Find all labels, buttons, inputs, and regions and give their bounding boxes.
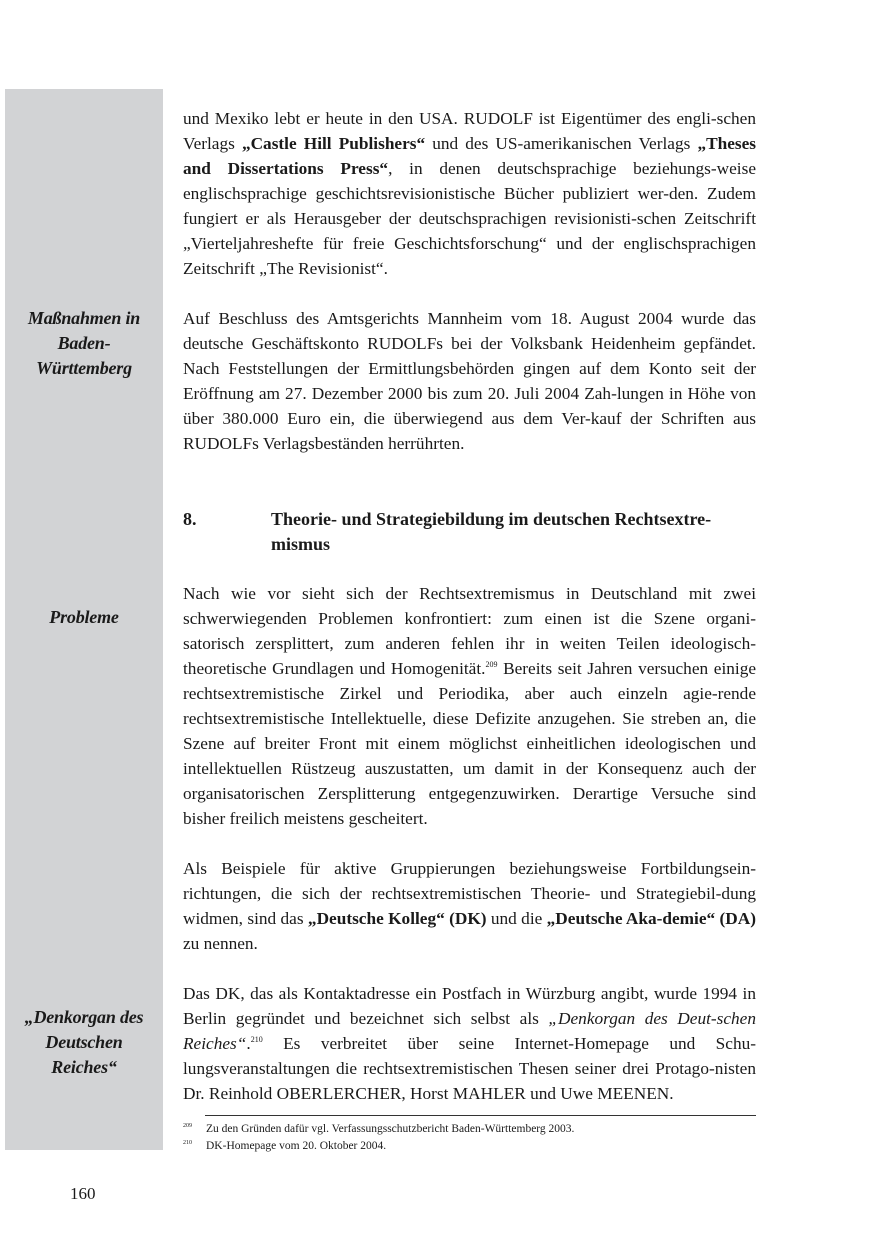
text-span: Als Beispiele für aktive Gruppierungen beziehungsweise Fortbildungsein-richtungen, die sich der rechtsextremistischen Theorie- und Strategiebil-dung widmen, sind das <box>183 859 756 928</box>
margin-note-line: Probleme <box>49 607 119 627</box>
margin-note-probleme <box>5 605 163 630</box>
footnote-text: Zu den Gründen dafür vgl. Verfassungsschutzbericht Baden-Württemberg 2003. <box>206 1123 575 1135</box>
margin-note-massnahmen <box>5 306 163 381</box>
org-name-deutsches-kolleg: „Deutsche Kolleg“ (DK) <box>307 909 487 928</box>
paragraph-dk <box>183 981 756 1106</box>
org-name-deutsche-akademie: „Deutsche Aka-demie“ (DA) <box>546 909 756 928</box>
footnote-reference[interactable]: 210 <box>250 1035 263 1044</box>
publisher-name-theses: „Theses and Dissertations Press“ <box>183 134 757 178</box>
paragraph-rudolf-publishers <box>183 106 756 281</box>
margin-note-line: „Denkorgan des <box>24 1007 144 1027</box>
paragraph-massnahmen: Auf Beschluss des Amtsgerichts Mannheim vom 18. August 2004 wurde das deutsche Geschäftskonto RUDOLFs bei der Volksbank Heidenheim gepfändet. Nach Feststellungen der Ermittlungsbehörden gingen auf dem Konto seit der Eröffnung am 27. Dezember 2000 bis zum 20. Juli 2004 Zah-lungen in Höhe von über 380.000 Euro ein, die überwiegend aus dem Ver-kauf der Schriften aus RUDOLFs Verlagsbeständen herrührten. <box>183 309 756 453</box>
text-span: . <box>246 1034 251 1053</box>
footnote-text: DK-Homepage vom 20. Oktober 2004. <box>206 1140 387 1152</box>
text-span: und Mexiko lebt er heute in den USA. RUDOLF ist Eigentümer des engli-schen Verlags <box>183 109 756 153</box>
margin-note-denkorgan <box>5 1005 163 1080</box>
section-title: Theorie- und Strategiebildung im deutschen Rechtsextre-mismus <box>271 509 712 554</box>
text-span: und des US-amerikanischen Verlags <box>425 134 698 153</box>
text-span: Das DK, das als Kontaktadresse ein Postfach in Würzburg angibt, wurde 1994 in Berlin gegründet und bezeichnet sich selbst als <box>183 984 756 1028</box>
text-span: Nach wie vor sieht sich der Rechtsextremismus in Deutschland mit zwei schwerwiegenden Problemen konfrontiert: zum einen ist die Szene organi-satorisch zersplittert, zum anderen fehlen ihr in weiten Teilen ideologisch-theoretische Grundlagen und Homogenität. <box>183 584 756 678</box>
quote-denkorgan: „Denkorgan des Deut-schen Reiches“ <box>183 1009 756 1053</box>
text-span: Es verbreitet über seine Internet-Homepage und Schu-lungsveranstaltungen die rechtsextremistischen Thesen seiner drei Protago-nisten Dr. Reinhold OBERLERCHER, Horst MAHLER und Uwe MEENEN. <box>183 1034 756 1103</box>
text-span: zu nennen. <box>183 934 258 953</box>
footnote-reference[interactable]: 209 <box>485 660 498 669</box>
margin-note-line: Reiches“ <box>51 1057 117 1077</box>
text-span: , in denen deutschsprachige beziehungs-weise englischsprachige geschichtsrevisionistische Bücher publiziert wer-den. Zudem fungiert er als Herausgeber der deutschsprachigen revisionisti-schen Zeitschrift „Vierteljahreshefte für freie Geschichtsforschung“ und der englischsprachigen Zeitschrift „The Revisionist“. <box>183 159 756 278</box>
publisher-name-castle-hill: „Castle Hill Publishers“ <box>241 134 426 153</box>
footnote-divider <box>205 1115 756 1116</box>
footnote-number: 209 <box>183 1123 192 1129</box>
paragraph-beispiele <box>183 856 756 956</box>
paragraph-probleme <box>183 581 756 831</box>
margin-note-line: Württemberg <box>36 358 132 378</box>
text-span: und die <box>486 909 547 928</box>
footnote-number: 210 <box>183 1140 192 1146</box>
margin-note-line: Deutschen <box>45 1032 123 1052</box>
text-span: Bereits seit Jahren versuchen einige rechtsextremistische Zirkel und Periodika, aber auch einzeln agie-rende rechtsextremistische Intellektuelle, diese Defizite anzugehen. Sie streben an, die Szene auf breiter Front mit einem möglichst einheitlichen ideologischen und intellektuellen Rüstzeug auszustatten, um damit in der Konsequenz auch der organisatorischen Zersplitterung entgegenzuwirken. Derartige Versuche sind bisher freilich meistens gescheitert. <box>183 659 756 828</box>
section-number: 8. <box>183 509 197 529</box>
margin-note-line: Baden- <box>57 333 111 353</box>
margin-note-line: Maßnahmen in <box>27 308 141 328</box>
page-number: 160 <box>70 1184 96 1203</box>
